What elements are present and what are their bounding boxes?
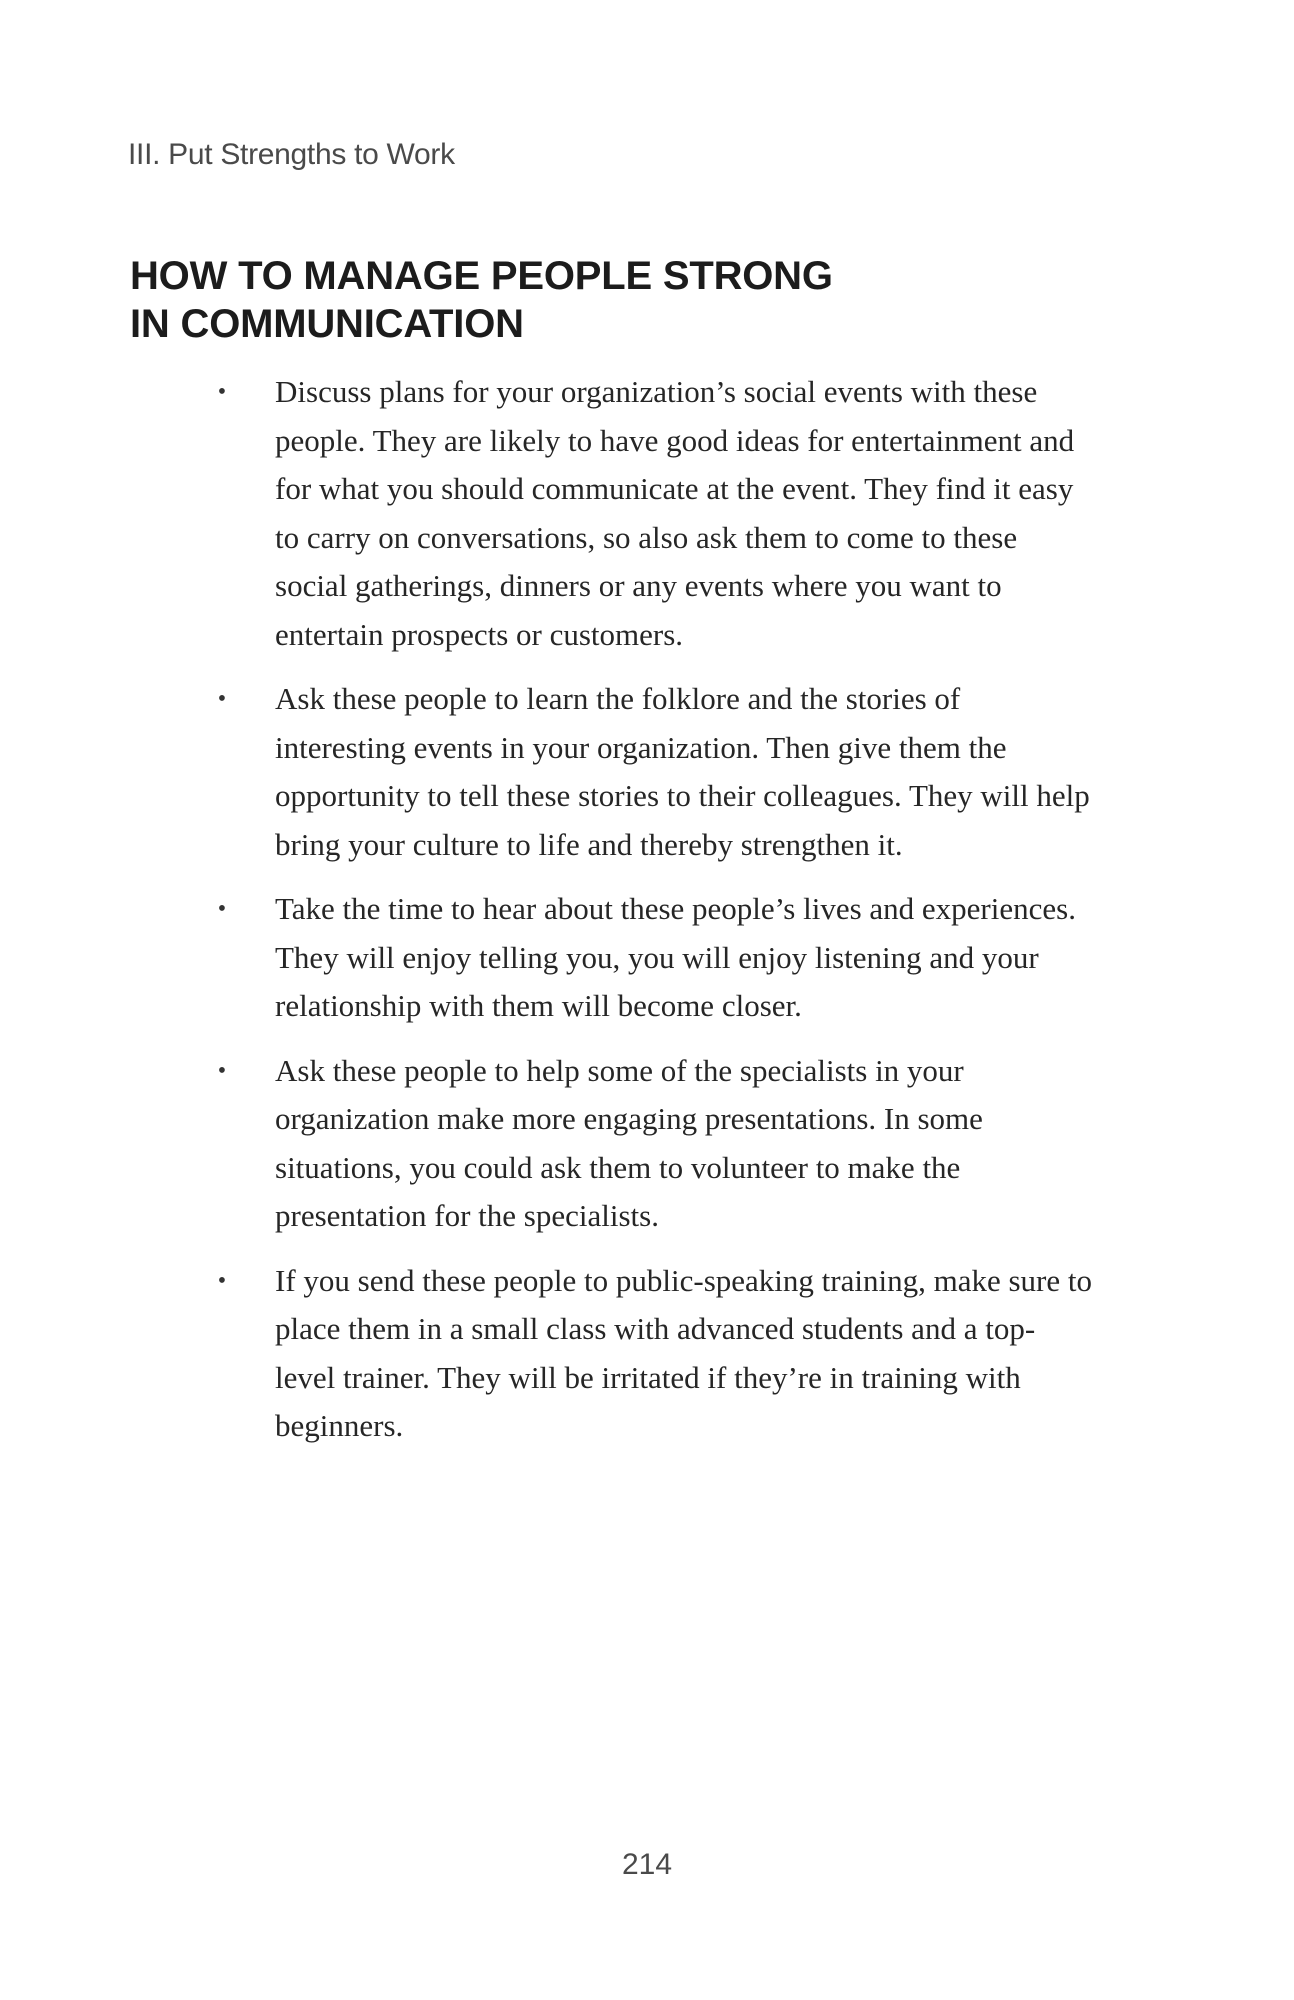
bullet-item	[215, 368, 1095, 659]
bullet-item	[215, 885, 1095, 1031]
section-title-line-2: IN COMMUNICATION	[130, 302, 524, 346]
bullet-icon: •	[217, 1057, 227, 1084]
bullet-text: Ask these people to help some of the specialists in your organization make more engaging presentations. In some situations, you could ask them to volunteer to make the presentation for the specialists.	[275, 1052, 983, 1233]
bullet-item	[215, 675, 1095, 869]
bullet-icon: •	[217, 896, 227, 922]
section-title	[130, 252, 1030, 348]
bullet-icon: •	[217, 686, 227, 712]
bullet-text: Take the time to hear about these people’s lives and experiences. They will enjoy telling you, you will enjoy listening and your relationship with them will become closer.	[275, 891, 1076, 1023]
bullet-text: If you send these people to public-speaking training, make sure to place them in a small class with advanced students and a top-level trainer. They will be irritated if they’re in training with beginners.	[275, 1262, 1092, 1443]
running-header: III. Put Strengths to Work	[128, 138, 455, 171]
bullet-text: Ask these people to learn the folklore and the stories of interesting events in your organization. Then give them the opportunity to tell these stories to their colleagues. They will help bring your culture to life and thereby strengthen it.	[275, 681, 1090, 862]
bullet-item	[215, 1047, 1095, 1241]
section-title-line-1: HOW TO MANAGE PEOPLE STRONG	[130, 254, 833, 298]
bullet-icon: •	[217, 379, 227, 405]
page-number: 214	[621, 1848, 673, 1881]
bullet-item	[215, 1257, 1095, 1451]
bullet-list	[215, 368, 1095, 1467]
bullet-icon: •	[217, 1267, 227, 1294]
bullet-text: Discuss plans for your organization’s social events with these people. They are likely to have good ideas for entertainment and for what you should communicate at the event. They find it easy to carry on conversations, so also ask them to come to these social gatherings, dinners or any events where you want to entertain prospects or customers.	[275, 374, 1075, 652]
